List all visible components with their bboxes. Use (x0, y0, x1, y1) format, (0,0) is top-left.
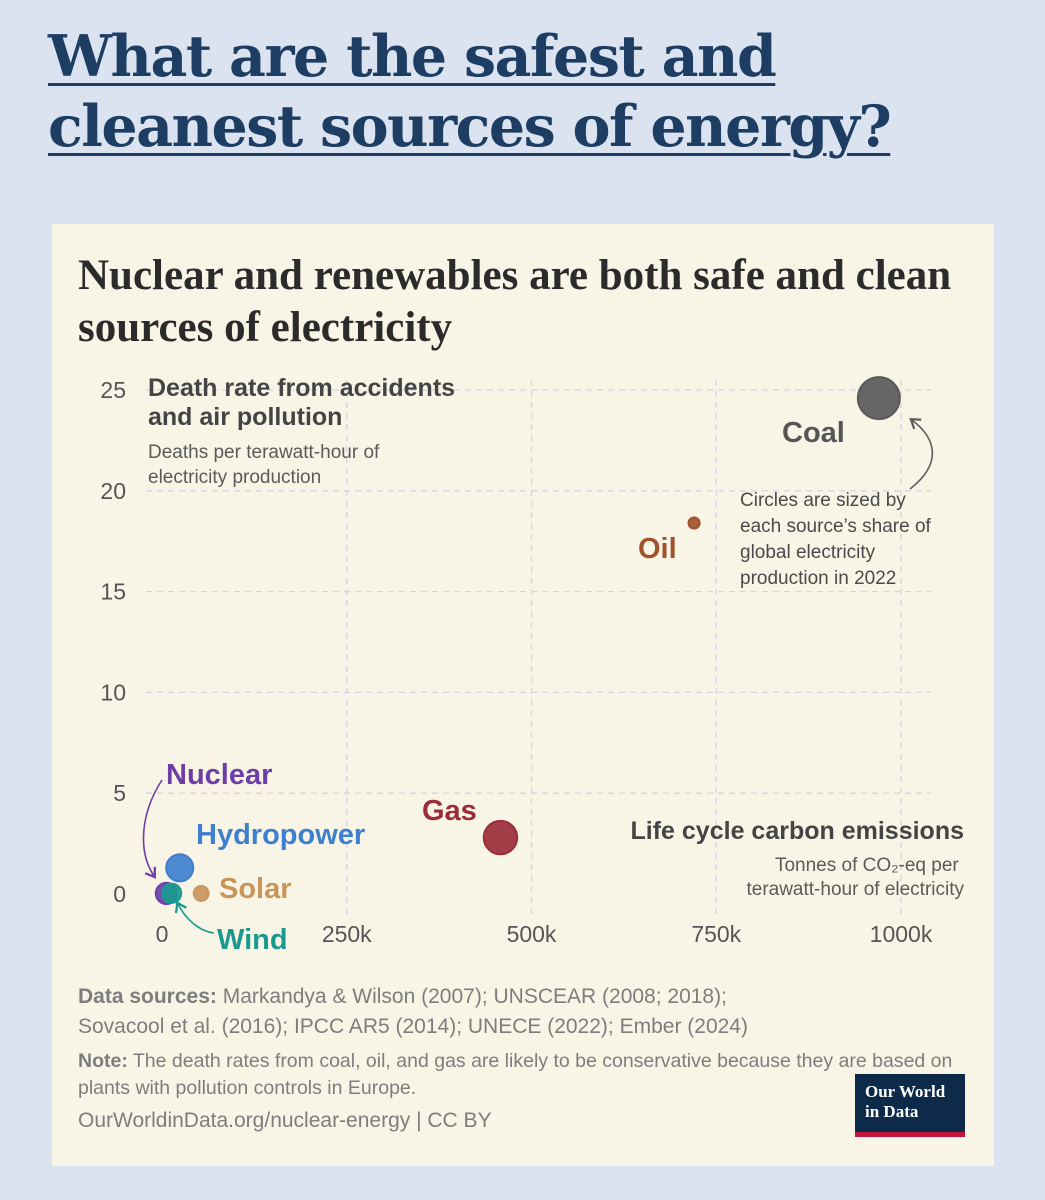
x-tick-label: 500k (506, 921, 557, 947)
x-tick-label: 0 (155, 921, 169, 947)
point-wind (162, 884, 181, 903)
source-url[interactable]: OurWorldinData.org/nuclear-energy | CC BY (78, 1109, 492, 1132)
wind-arrow (178, 904, 214, 933)
x-tick-label: 1000k (869, 921, 933, 947)
page-title: What are the safest and cleanest sources of energy? (48, 23, 891, 160)
nuclear-arrow (144, 780, 162, 876)
point-oil (689, 518, 700, 529)
y-tick-label: 5 (113, 780, 126, 807)
point-label-gas: Gas (422, 795, 477, 827)
size-note-arrow (910, 420, 932, 489)
owid-logo[interactable]: Our World in Data (855, 1074, 965, 1137)
x-tick-label: 750k (691, 921, 742, 947)
y-tick-label: 15 (100, 578, 126, 605)
y-tick-label: 20 (100, 477, 126, 504)
x-tick-label: 250k (321, 921, 372, 947)
y-axis-subtitle: Deaths per terawatt-hour of electricity production (148, 442, 380, 488)
point-label-solar: Solar (219, 873, 292, 905)
chart-card (52, 224, 994, 1166)
point-label-hydropower: Hydropower (196, 819, 366, 851)
y-tick-label: 25 (100, 377, 126, 403)
chart-note: Note: The death rates from coal, oil, and gas are likely to be conservative because they are based on plants with pollution controls in Europe. (78, 1050, 953, 1099)
point-label-oil: Oil (638, 533, 677, 565)
x-axis-subtitle: Tonnes of CO₂-eq per terawatt-hour of electricity (746, 855, 964, 900)
scatter-plot (52, 224, 994, 984)
point-gas (484, 821, 517, 854)
chart-title: Nuclear and renewables are both safe and clean sources of electricity (78, 252, 952, 351)
point-hydropower (166, 854, 193, 881)
y-axis-title: Death rate from accidents and air pollution (148, 374, 456, 431)
point-label-coal: Coal (782, 417, 845, 449)
data-sources: Data sources: Markandya & Wilson (2007); UNSCEAR (2008; 2018); Sovacool et al. (2016); IPCC AR5 (2014); UNECE (2022); Ember (2024) (78, 985, 748, 1038)
y-tick-label: 0 (113, 881, 126, 907)
point-solar (194, 886, 209, 901)
footer (78, 982, 958, 1136)
point-label-nuclear: Nuclear (166, 759, 273, 791)
point-label-wind: Wind (217, 924, 288, 956)
point-coal (858, 377, 900, 419)
size-note: Circles are sized by each source’s share of global electricity production in 2022 (740, 490, 931, 589)
y-tick-label: 10 (100, 679, 126, 706)
x-axis-title: Life cycle carbon emissions (630, 817, 964, 845)
